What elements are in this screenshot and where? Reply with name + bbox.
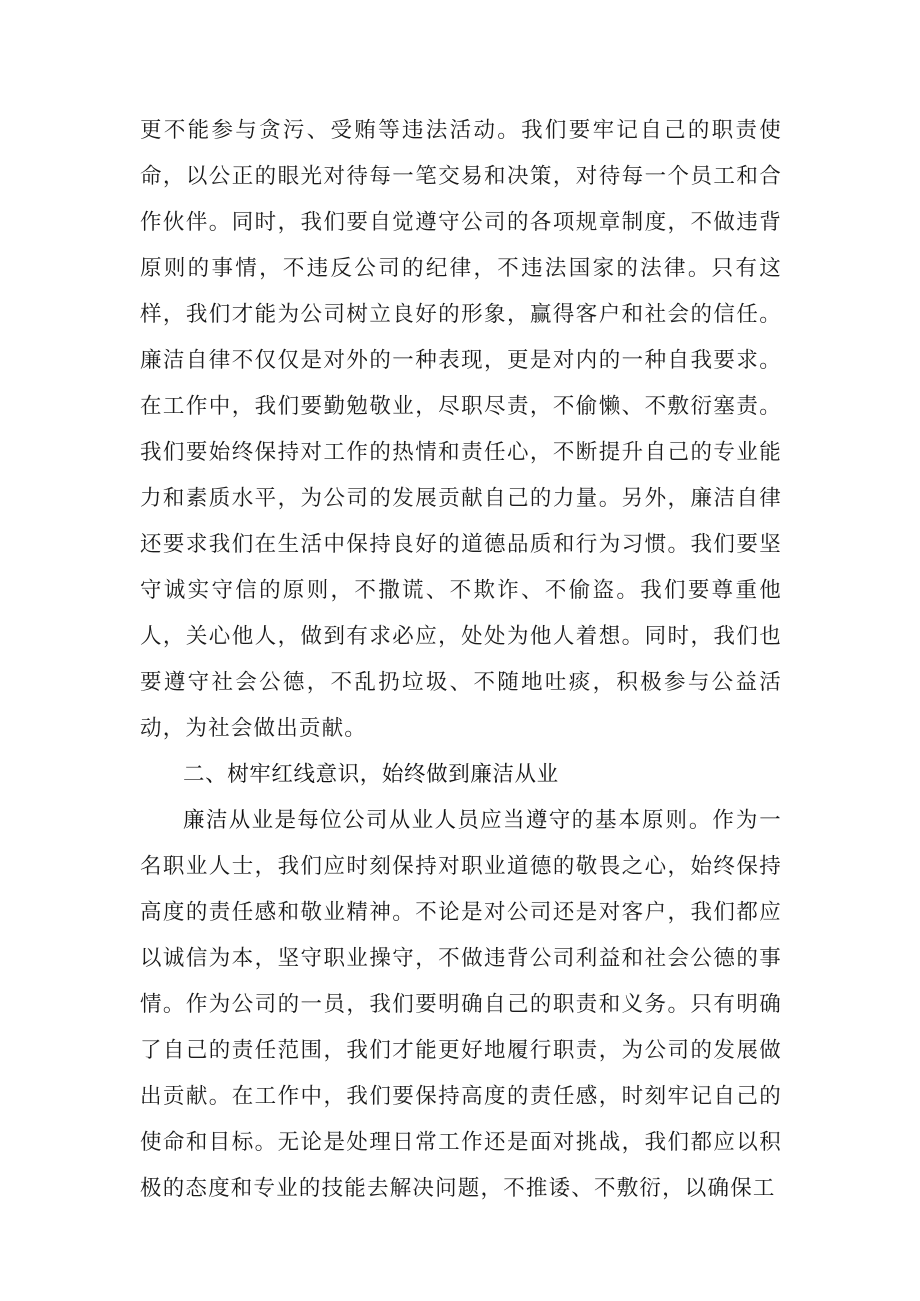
paragraph-lead-phrase: 廉洁从业是每位公司从业人员应当遵守 (183, 808, 572, 833)
body-paragraph: 更不能参与贪污、受贿等违法活动。我们要牢记自己的职责使命，以公正的眼光对待每一笔交易和决策，对待每一个员工和合作伙伴。同时，我们要自觉遵守公司的各项规章制度，不做违背原则的事情，不违反公司的纪律，不违法国家的法律。只有这样，我们才能为公司树立良好的形象，赢得客户和社会的信任。廉洁自律不仅仅是对外的一种表现，更是对内的一种自我要求。在工作中，我们要勤勉敬业，尽职尽责，不偷懒、不敷衍塞责。我们要始终保持对工作的热情和责任心，不断提升自己的专业能力和素质水平，为公司的发展贡献自己的力量。另外，廉洁自律还要求我们在生活中保持良好的道德品质和行为习惯。我们要坚守诚实守信的原则，不撒谎、不欺诈、不偷盗。我们要尊重他人，关心他人，做到有求必应，处处为他人着想。同时，我们也要遵守社会公德，不乱扔垃圾、不随地吐痰，积极参与公益活动，为社会做出贡献。 (140, 118, 782, 741)
document-body (140, 108, 782, 1212)
body-paragraph (140, 798, 782, 1212)
paragraph-text: 的基本原则。作为一名职业人士，我们应时刻保持对职业道德的敬畏之心，始终保持高度的责任感和敬业精神。不论是对公司还是对客户，我们都应以诚信为本，坚守职业操守，不做违背公司利益和社会公德的事情。作为公司的一员，我们要明确自己的职责和义务。只有明确了自己的责任范围，我们才能更好地履行职责，为公司的发展做出贡献。在工作中，我们要保持高度的责任感，时刻牢记自己的使命和目标。无论是处理日常工作还是面对挑战，我们都应以积极的态度和专业的技能去解决问题，不推诿、不敷衍，以确保工 (140, 808, 783, 1201)
section-heading: 二、树牢红线意识，始终做到廉洁从业 (183, 762, 559, 787)
